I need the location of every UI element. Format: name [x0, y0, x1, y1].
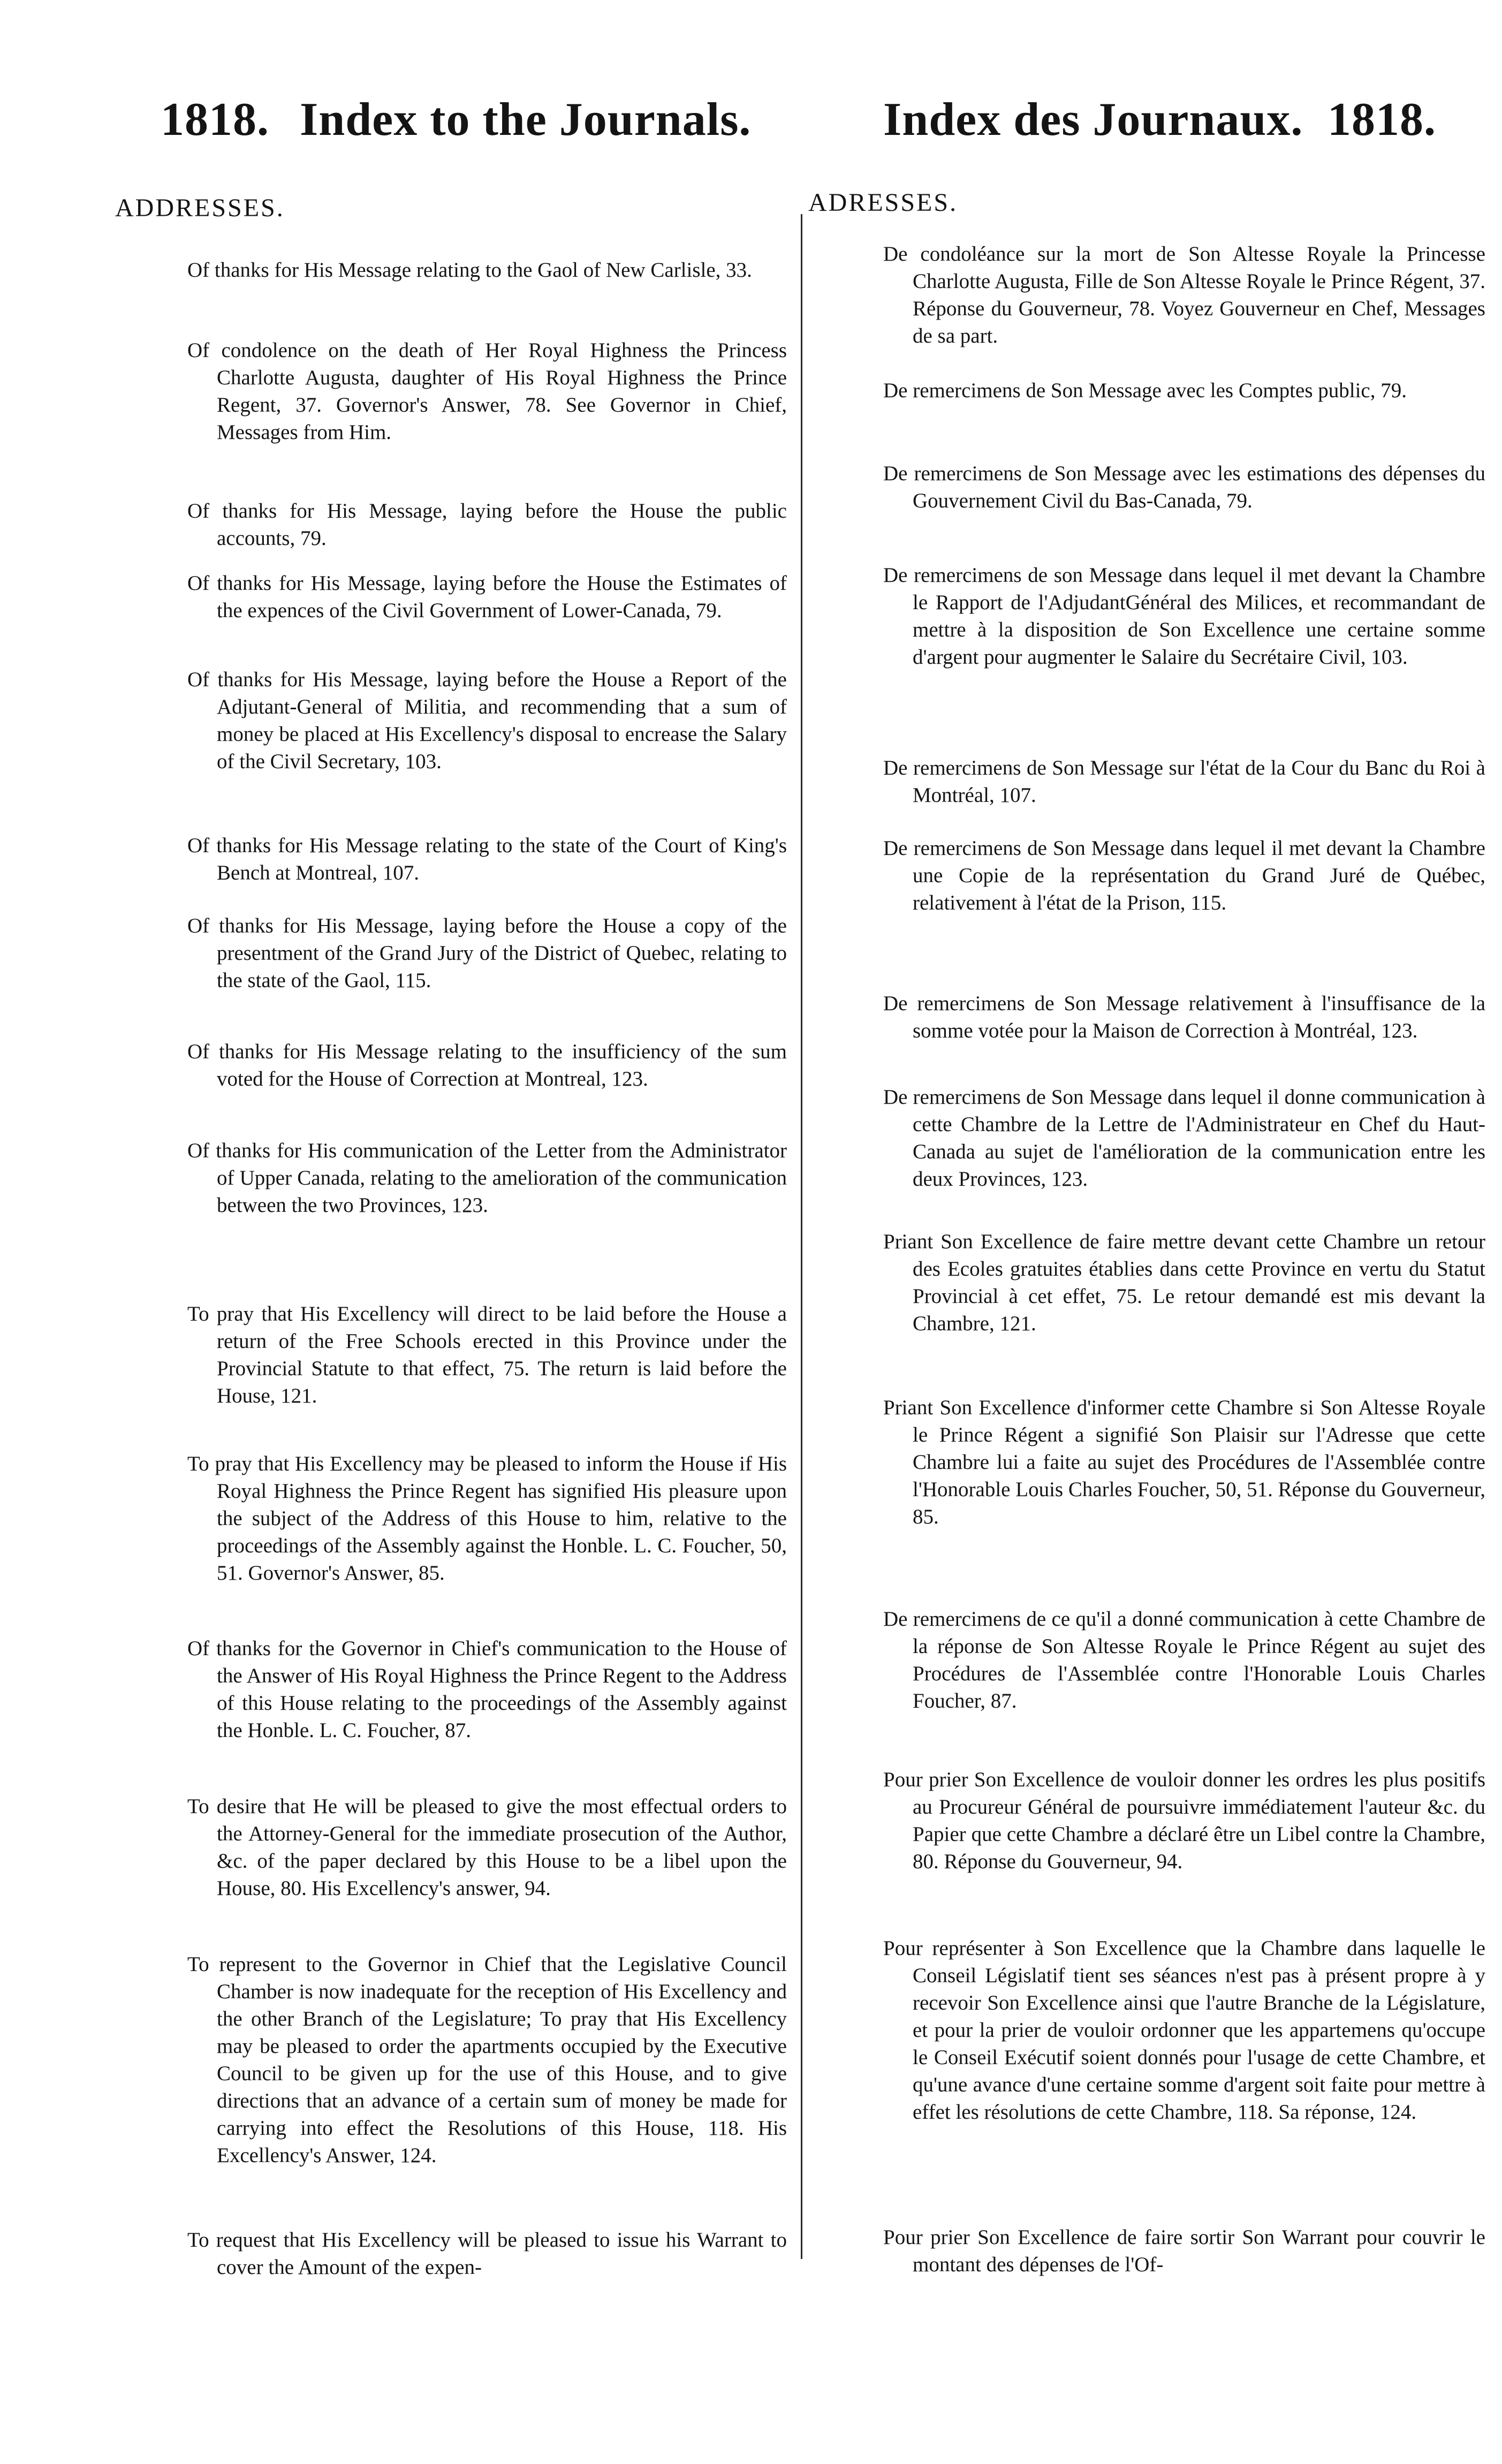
english-entry: Of thanks for His communication of the Letter from the Administrator of Upper Canada, relating to the amelioration of the communication between the two Provinces, 123.	[187, 1139, 787, 1217]
french-entry: Priant Son Excellence de faire mettre devant cette Chambre un retour des Ecoles gratuites établies dans cette Province en vertu du Statut Provincial à cet effet, 75. Le retour demandé est mis devant la Chambre, 121.	[883, 1230, 1485, 1335]
english-entry: To pray that His Excellency will direct to be laid before the House a return of the Free Schools erected in this Province under the Provincial Statute to that effect, 75. The return is laid before the House, 121.	[187, 1302, 787, 1407]
french-entry: Pour représenter à Son Excellence que la Chambre dans laquelle le Conseil Législatif tient ses séances n'est pas à présent propre à y recevoir Son Excellence ainsi que l'autre Branche de la Législature, et pour la prier de vouloir ordonner que les appartemens qu'occupe le Conseil Exécutif soient donnés pour l'usage de cette Chambre, et qu'une avance d'une certaine somme d'argent soit faite pour mettre à effet les résolutions de cette Chambre, 118. Sa réponse, 124.	[883, 1937, 1485, 2124]
english-entry: To represent to the Governor in Chief that the Legislative Council Chamber is now inadequate for the reception of His Excellency and the other Branch of the Legislature; To pray that His Excellency may be pleased to order the apartments occupied by the Executive Council to be given up for the use of this House, and to give directions that an advance of a certain sum of money be made for carrying into effect the Resolutions of this House, 118. His Excellency's Answer, 124.	[187, 1953, 787, 2167]
english-entry: Of thanks for His Message relating to the Gaol of New Carlisle, 33.	[187, 259, 752, 282]
french-entry: De remercimens de Son Message avec les Comptes public, 79.	[883, 379, 1407, 402]
french-entry: Priant Son Excellence d'informer cette Chambre si Son Altesse Royale le Prince Régent a signifié Son Plaisir sur l'Adresse que cette Chambre lui a faite au sujet des Procédures de l'Assemblée contre l'Honorable Louis Charles Foucher, 50, 51. Réponse du Gouverneur, 85.	[883, 1396, 1485, 1528]
left-section-heading: ADDRESSES.	[115, 194, 285, 222]
english-entry: To desire that He will be pleased to give the most effectual orders to the Attorney-General for the immediate prosecution of the Author, &c. of the paper declared by this House to be a libel upon the House, 80. His Excellency's answer, 94.	[187, 1795, 787, 1900]
english-entry: Of thanks for His Message relating to the insufficiency of the sum voted for the House of Correction at Montreal, 123.	[187, 1040, 787, 1090]
english-entry: To pray that His Excellency may be pleased to inform the House if His Royal Highness the Prince Regent has signified His pleasure upon the subject of the Address of this House to him, relative to the proceedings of the Assembly against the Honble. L. C. Foucher, 50, 51. Governor's Answer, 85.	[187, 1452, 787, 1584]
english-entry: Of thanks for His Message, laying before the House a copy of the presentment of the Grand Jury of the District of Quebec, relating to the state of the Gaol, 115.	[187, 914, 787, 992]
english-entry: To request that His Excellency will be pleased to issue his Warrant to cover the Amount of the expen-	[187, 2228, 787, 2279]
french-entry: De remercimens de Son Message avec les estimations des dépenses du Gouvernement Civil du Bas-Canada, 79.	[883, 462, 1485, 512]
french-entry: Pour prier Son Excellence de faire sortir Son Warrant pour couvrir le montant des dépenses de l'Of-	[883, 2226, 1485, 2276]
column-divider	[801, 214, 802, 2259]
right-title: Index des Journaux.	[883, 94, 1303, 146]
french-entry: De condoléance sur la mort de Son Altesse Royale la Princesse Charlotte Augusta, Fille de Son Altesse Royale le Prince Régent, 37. Réponse du Gouverneur, 78. Voyez Gouverneur en Chef, Messages de sa part.	[883, 242, 1485, 347]
right-section-heading: ADRESSES.	[808, 188, 958, 217]
english-entry: Of condolence on the death of Her Royal Highness the Princess Charlotte Augusta, daughter of His Royal Highness the Prince Regent, 37. Governor's Answer, 78. See Governor in Chief, Messages from Him.	[187, 339, 787, 444]
english-entry: Of thanks for His Message, laying before the House a Report of the Adjutant-General of Militia, and recommending that a sum of money be placed at His Excellency's disposal to encrease the Salary of the Civil Secretary, 103.	[187, 668, 787, 773]
left-year: 1818.	[161, 94, 269, 146]
french-entry: De remercimens de Son Message dans lequel il donne communication à cette Chambre de la Lettre de l'Administrateur en Chef du Haut-Canada au sujet de l'amélioration de la communication entre les deux Provinces, 123.	[883, 1086, 1485, 1191]
english-entry: Of thanks for His Message, laying before the House the Estimates of the expences of the Civil Government of Lower-Canada, 79.	[187, 572, 787, 622]
right-year: 1818.	[1327, 94, 1436, 146]
french-entry: Pour prier Son Excellence de vouloir donner les ordres les plus positifs au Procureur Général de poursuivre immédiatement l'auteur &c. du Papier que cette Chambre a déclaré être un Libel contre la Chambre, 80. Réponse du Gouverneur, 94.	[883, 1768, 1485, 1873]
french-entry: De remercimens de ce qu'il a donné communication à cette Chambre de la réponse de Son Altesse Royale le Prince Régent au sujet des Procédures de l'Assemblée contre l'Honorable Louis Charles Foucher, 87.	[883, 1608, 1485, 1712]
french-entry: De remercimens de Son Message dans lequel il met devant la Chambre une Copie de la représentation du Grand Juré de Québec, relativement à l'état de la Prison, 115.	[883, 837, 1485, 914]
english-entry: Of thanks for His Message, laying before the House the public accounts, 79.	[187, 499, 787, 550]
french-entry: De remercimens de Son Message sur l'état de la Cour du Banc du Roi à Montréal, 107.	[883, 756, 1485, 807]
left-title: Index to the Journals.	[300, 94, 752, 146]
english-entry: Of thanks for the Governor in Chief's communication to the House of the Answer of His Royal Highness the Prince Regent to the Address of this House relating to the proceedings of the Assembly against the Honble. L. C. Foucher, 87.	[187, 1637, 787, 1742]
french-entry: De remercimens de Son Message relativement à l'insuffisance de la somme votée pour la Maison de Correction à Montréal, 123.	[883, 992, 1485, 1042]
french-entry: De remercimens de son Message dans lequel il met devant la Chambre le Rapport de l'AdjudantGénéral des Milices, et recommandant de mettre à la disposition de Son Excellence une certaine somme d'argent pour augmenter le Salaire du Secrétaire Civil, 103.	[883, 564, 1485, 669]
english-entry: Of thanks for His Message relating to the state of the Court of King's Bench at Montreal, 107.	[187, 834, 787, 884]
